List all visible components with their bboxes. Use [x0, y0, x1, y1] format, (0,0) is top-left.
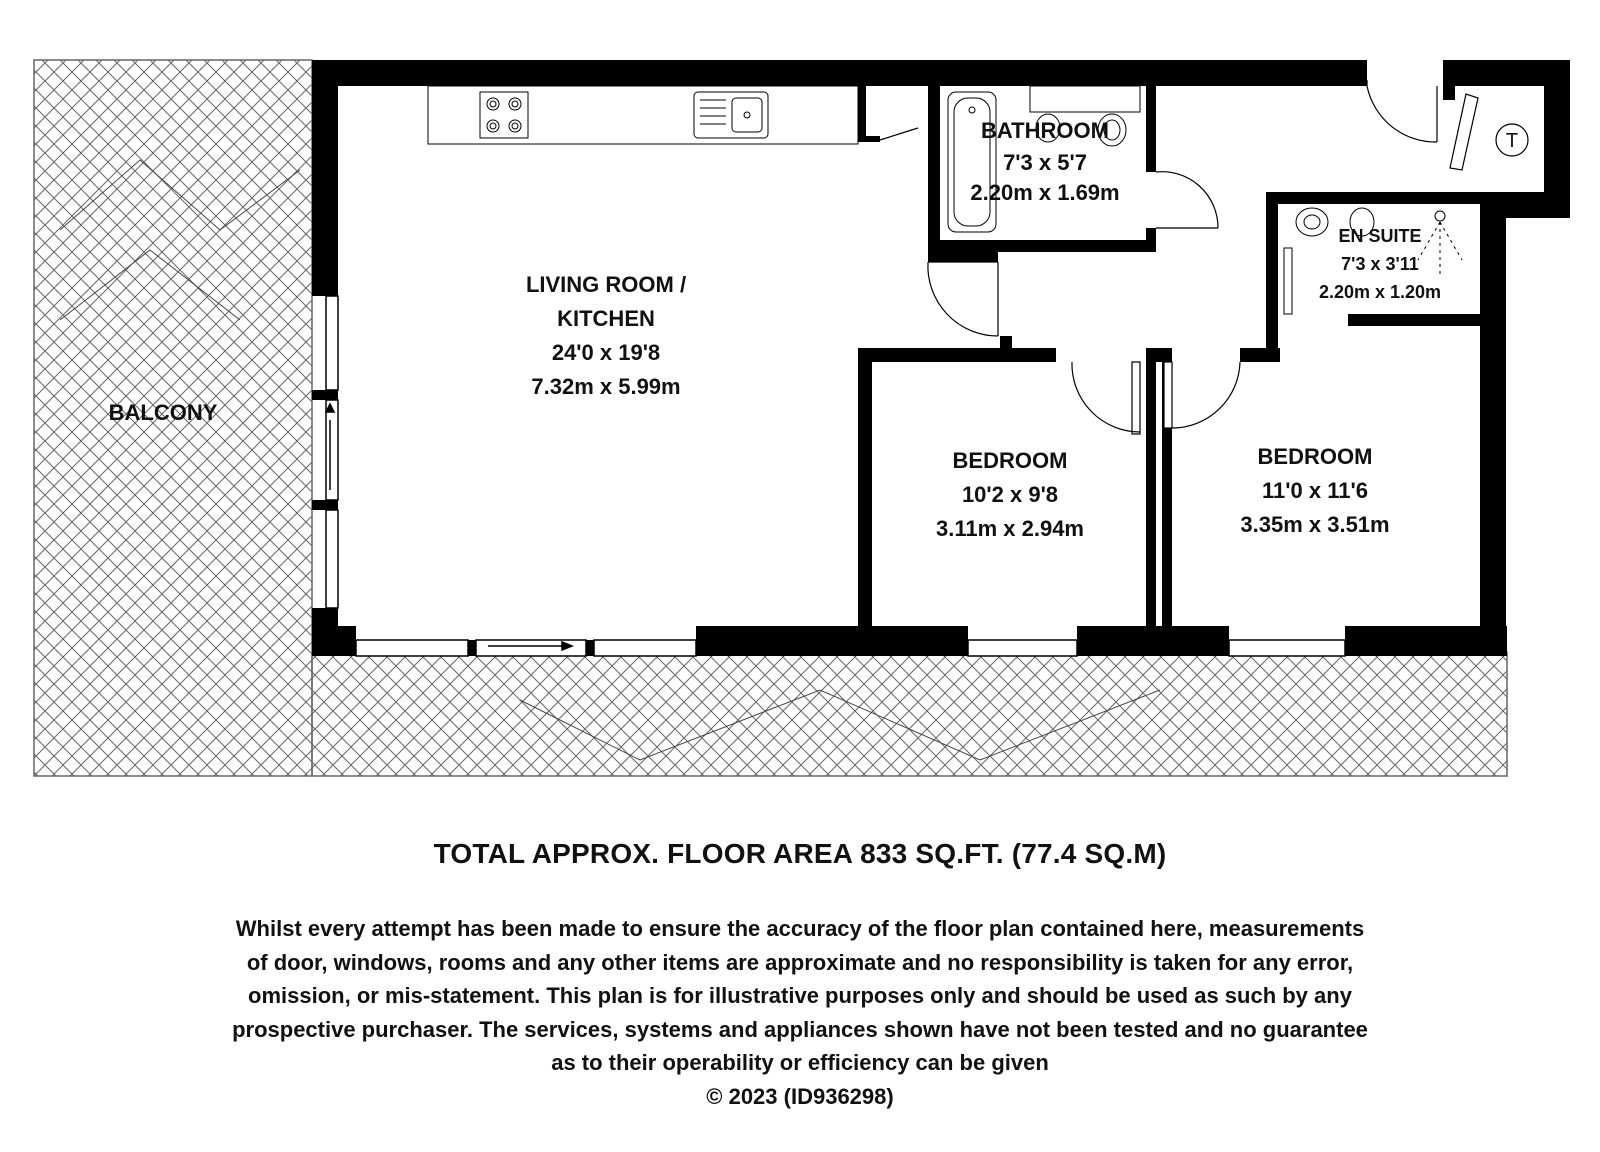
ensuite-imperial: 7'3 x 3'11 [1341, 254, 1419, 274]
cupboard-symbol: T [1505, 130, 1519, 152]
windows [326, 296, 1345, 656]
disclaimer [200, 912, 1400, 1113]
disclaimer-line: omission, or mis-statement. This plan is for illustrative purposes only and should be used as such by any [248, 983, 1352, 1008]
bedroom1-imperial: 10'2 x 9'8 [961, 482, 1059, 507]
sliding-doors [326, 400, 586, 656]
ensuite-metric: 2.20m x 1.20m [1318, 282, 1442, 302]
living-imperial: 24'0 x 19'8 [551, 340, 661, 365]
sink [694, 92, 768, 138]
living-name-line1: LIVING ROOM / [525, 272, 687, 297]
bedroom2-name: BEDROOM [1257, 444, 1373, 469]
living-metric: 7.32m x 5.99m [531, 374, 681, 399]
bedroom2-metric: 3.35m x 3.51m [1240, 512, 1390, 537]
bedroom1-metric: 3.11m x 2.94m [935, 516, 1085, 541]
disclaimer-line: Whilst every attempt has been made to ensure the accuracy of the floor plan contained here, measurements [235, 916, 1365, 941]
disclaimer-line: as to their operability or efficiency can be given [551, 1050, 1049, 1075]
living-name-line2: KITCHEN [557, 306, 655, 331]
walls [312, 60, 1570, 656]
bathroom-name: BATHROOM [981, 118, 1109, 143]
kitchen-worktop [428, 86, 858, 144]
total-floor-area: TOTAL APPROX. FLOOR AREA 833 SQ.FT. (77.4 SQ.M) [433, 838, 1167, 869]
copyright: © 2023 (ID936298) [706, 1083, 894, 1109]
bathroom-metric: 2.20m x 1.69m [970, 180, 1120, 205]
balcony [34, 60, 1507, 776]
bedroom1-name: BEDROOM [952, 448, 1068, 473]
ensuite-name: EN SUITE [1338, 226, 1422, 246]
bathroom-imperial: 7'3 x 5'7 [1003, 150, 1087, 175]
hob [480, 92, 528, 138]
disclaimer-line: of door, windows, rooms and any other items are approximate and no responsibility is taken for any error, [246, 949, 1354, 975]
bedroom2-imperial: 11'0 x 11'6 [1262, 478, 1368, 503]
balcony-name: BALCONY [108, 400, 218, 425]
disclaimer-line: prospective purchaser. The services, systems and appliances shown have not been tested and no guarantee [232, 1016, 1368, 1042]
